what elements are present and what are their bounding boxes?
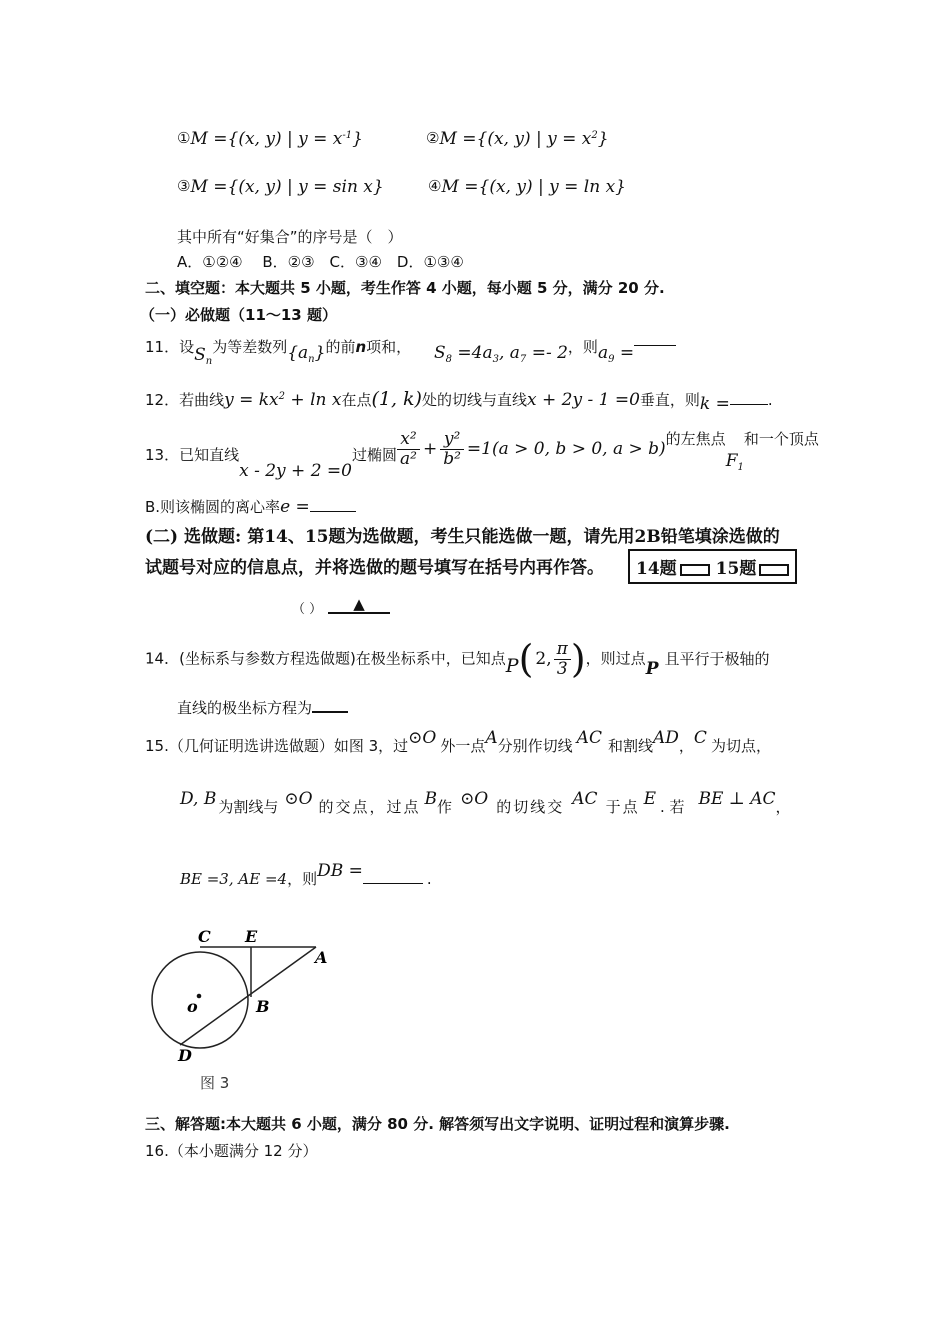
section-2b-line2: 试题号对应的信息点，并将选做的题号填写在括号内再作答。 [145,558,604,578]
q15-perp: BE ⊥ AC [698,789,776,809]
q15-end: . [426,870,432,888]
q11-cond4: =- 2 [526,343,568,363]
q11-cond-sub2: 3 [492,354,499,365]
section-2b-line1: (二) 选做题: 第14、15题为选做题，考生只能选做一题，请先用2B铅笔填涂选做的 [145,527,780,547]
q15-t11: . 若 [660,798,685,816]
option-2-end: } [597,129,609,149]
q11-answer-blank[interactable] [634,331,676,346]
option-1-mark: ① [177,129,191,147]
q15-t6: 为割线与 [218,798,279,816]
q15-db: D, B [180,789,217,809]
q11-cond2: =4a [451,343,493,363]
option-4-mark: ④ [428,177,442,195]
question-13 [145,429,819,481]
q15-line2 [180,789,791,817]
q13-t3: 和一个顶点 [743,429,819,448]
q15-ad: AD [652,728,679,748]
q14-answer-blank[interactable] [312,697,348,713]
q15-answer-blank[interactable] [363,869,423,884]
q12-t2: 处的切线与直线 [421,391,527,409]
option-2-exp: 2 [591,130,598,141]
q12-num: 12．若曲线 [145,391,225,409]
q11-sn-sub: n [205,356,213,367]
option-2-mark: ② [426,129,440,147]
q15-db-eq: DB = [317,861,363,881]
q13-e: e = [280,497,310,517]
q15-circle-o-2: ⊙O [284,789,313,809]
question-12 [145,388,773,414]
q11-a9-eq: = [614,343,635,363]
q13-t2: 的左焦点 [665,429,726,448]
option-1-formula: M ={(x, y) | y = x [190,129,343,149]
q14-line2 [177,697,348,718]
figure-caption: 图 3 [200,1074,230,1092]
option-2-formula: M ={(x, y) | y = x [439,129,592,149]
box-14-slot[interactable] [680,564,710,576]
q15-c: C [693,728,707,748]
q15-t5: 为切点， [710,737,771,755]
q13-f1-sub: 1 [737,461,744,473]
label-a: A [315,948,328,967]
question-16: 16.（本小题满分 12 分） [145,1142,318,1160]
q11-a9: a [597,343,609,363]
q11-cond3: , a [498,343,520,363]
label-d: D [178,1046,192,1065]
question-11 [145,336,676,367]
label-o: o [187,997,198,1016]
q14-line2-text: 直线的极坐标方程为 [177,699,313,717]
q12-t3: 垂直，则 [639,391,700,409]
option-1-exp: -1 [342,130,353,141]
label-c: C [198,927,211,946]
q11-a9-sub: 9 [608,354,615,365]
q15-circle-o-3: ⊙O [460,789,489,809]
q15-ac-2: AC [572,789,598,809]
q13-frac-x: $\frac{\text{x²}}{\text{a²}}$ [397,430,420,468]
q11-an: {a [287,343,309,363]
q14-lparen: ( [518,637,534,681]
q11-t2: 的前 [325,338,356,356]
option-4-formula: M ={(x, y) | y = ln x} [441,177,626,197]
q12-curve: y = kx [224,390,279,410]
q13-cond: =1(a > 0, b > 0, a > b) [466,438,666,459]
question-15 [145,728,771,756]
option-3 [177,177,384,197]
label-b: B [256,997,270,1016]
question-14 [145,637,770,681]
select-answer-line[interactable] [328,596,390,614]
q15-t3: 和割线 [607,737,653,755]
q14-p-bold: P [645,658,659,679]
q13-t1: 过椭圆 [351,445,397,464]
q14-frac: $\frac{\pi}{3}$ [554,640,571,678]
option-3-formula: M ={(x, y) | y = sin x} [190,177,384,197]
q11-t4: ，则 [567,338,598,356]
q11-t3: 项和， [366,338,412,356]
q13-num: 13．已知直线 [145,445,240,464]
q12-answer-blank[interactable] [730,390,768,405]
q14-p2: 2, [535,648,552,669]
q14-rparen: ) [570,637,586,681]
option-3-mark: ③ [177,177,191,195]
q15-circle-o: ⊙O [408,728,437,748]
q14-num: 14．(坐标系与参数方程选做题)在极坐标系中，已知点 [145,649,506,668]
q15-t2: 分别作切线 [497,737,573,755]
q11-an-end: } [314,343,326,363]
q12-k: k = [699,394,730,414]
q15-t12: ， [775,798,791,816]
q13-frac-y: $\frac{\text{y²}}{\text{b²}}$ [440,430,464,468]
label-e: E [245,927,258,946]
q12-line: x + 2y - 1 =0 [527,390,640,410]
q14-t2: 且平行于极轴的 [664,649,770,668]
q15-ac: AC [576,728,602,748]
box-15-slot[interactable] [759,564,789,576]
q12-end: . [767,391,773,409]
q12-curve2: + ln x [285,390,342,410]
q15-t7: 的交点，过点 [318,798,421,816]
select-box [628,549,797,584]
q15-a: A [485,728,498,748]
q15-t1: 外一点 [440,737,486,755]
q14-p: P [505,654,519,677]
section-2-heading: 二、填空题：本大题共 5 小题，考生作答 4 小题，每小题 5 分，满分 20 分. [145,279,665,297]
q13-line2-text: B.则该椭圆的离心率 [145,498,281,516]
q15-t13: ，则 [287,870,318,888]
q15-b: B [424,789,438,809]
q11-an-sub: n [308,354,315,365]
q12-t1: 在点 [341,391,372,409]
q15-cond: BE =3, AE =4 [180,870,288,888]
choice-prompt: 其中所有“好集合”的序号是（ ） [177,228,403,246]
q13-f1: F [725,450,738,471]
q13-answer-blank[interactable] [310,497,356,512]
figure-3 [140,925,340,1095]
option-1-end: } [352,129,363,149]
q11-n: n [355,338,367,356]
q15-t10: 于点 [605,798,640,816]
q11-num: 11．设 [145,338,195,356]
triangle-icon: ▲ [353,595,365,613]
q13-line: x - 2y + 2 =0 [239,460,352,481]
q15-line3 [180,861,432,889]
box-15-label: 15题 [715,559,757,579]
option-4 [428,177,626,197]
option-1 [177,129,363,149]
q15-t4: ， [678,737,694,755]
q11-cond-s: S [433,343,446,363]
q15-t8: 作 [437,798,453,816]
box-14-label: 14题 [636,559,677,579]
choice-answers: A．①②④ B．②③ C．③④ D．①③④ [177,253,464,271]
q13-line2 [145,496,356,517]
q15-num: 15.（几何证明选讲选做题）如图 3，过 [145,737,409,755]
q11-t1: 为等差数列 [212,338,288,356]
section-3-heading: 三、解答题:本大题共 6 小题，满分 80 分. 解答须写出文字说明、证明过程和演算步骤. [145,1115,730,1133]
select-paren: （ ） [292,602,323,617]
option-2 [426,129,609,149]
section-2-sub: （一）必做题（11～13 题） [140,306,337,324]
q11-cond-sub3: 7 [519,354,527,365]
q11-cond-sub: 8 [445,354,452,365]
q11-sn: S [194,345,206,365]
q12-curve-exp: 2 [278,391,286,402]
q15-e: E [643,789,656,809]
circle-o [152,952,248,1048]
q13-plus: + [422,438,438,459]
q14-t1: ，则过点 [585,649,646,668]
q12-point: (1, k) [371,388,422,410]
q15-t9: 的切线交 [496,798,565,816]
